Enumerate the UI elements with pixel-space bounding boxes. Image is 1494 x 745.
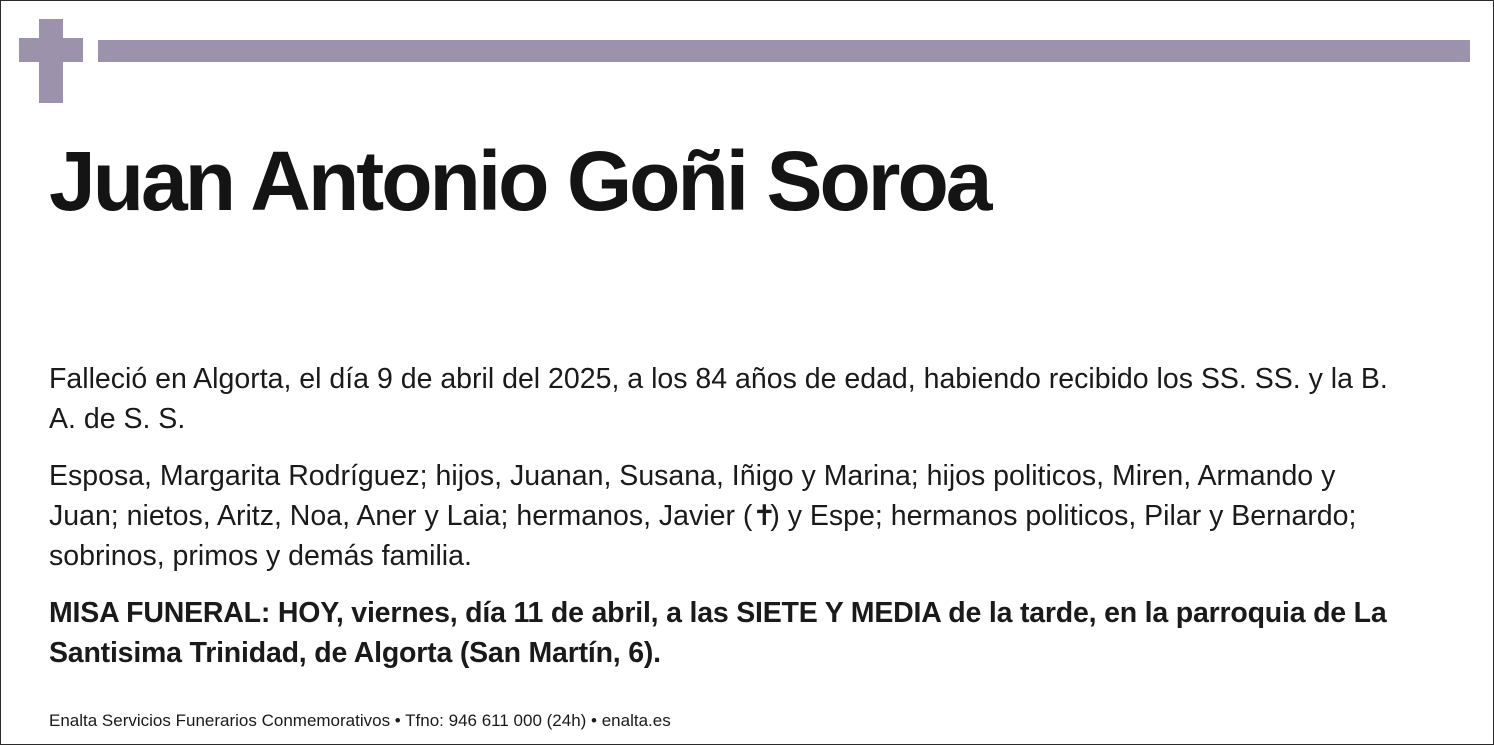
deceased-name: Juan Antonio Goñi Soroa	[49, 134, 990, 228]
family-list-part-1: Esposa, Margarita Rodríguez; hijos, Juanan, Susana, Iñigo y Marina; hijos politicos, Miren, Armando y Juan; nietos, Aritz, Noa, Aner y Laia; hermanos, Javier (	[49, 460, 1336, 532]
latin-cross-icon-arm	[19, 38, 83, 62]
deceased-cross-icon: ✝	[752, 500, 777, 532]
family-list-part-2: ) y Espe; hermanos politicos, Pilar y Bernardo; sobrinos, primos y demás familia.	[49, 500, 1357, 572]
funeral-mass-notice: MISA FUNERAL: HOY, viernes, día 11 de abril, a las SIETE Y MEDIA de la tarde, en la parroquia de La Santisima Trinidad, de Algorta (San Martín, 6).	[49, 597, 1387, 669]
funeral-home-footer: Enalta Servicios Funerarios Conmemorativos • Tfno: 946 611 000 (24h) • enalta.es	[49, 711, 671, 730]
header-bar	[98, 40, 1470, 62]
death-notice: Falleció en Algorta, el día 9 de abril del 2025, a los 84 años de edad, habiendo recibido los SS. SS. y la B. A. de S. S.	[49, 363, 1388, 435]
family-list	[49, 456, 1389, 576]
